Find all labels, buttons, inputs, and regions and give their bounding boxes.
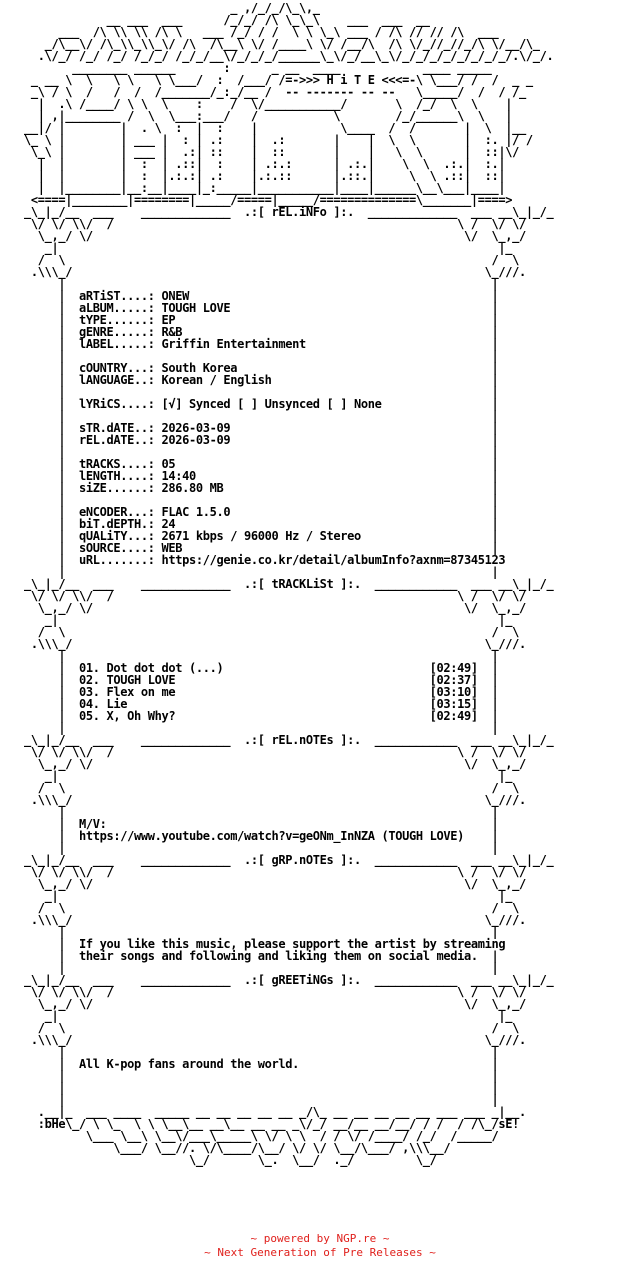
nfo-line: | |	[24, 409, 533, 423]
nfo-line: __|/ | | . \ : | : | \____ / / | \ |__	[24, 121, 526, 135]
nfo-line: | tYPE......: EP |	[24, 313, 533, 327]
nfo-line: \_,_/ \/ \/ \_,_/	[24, 877, 533, 891]
nfo-line: | rEL.dATE..: 2026-03-09 |	[24, 433, 533, 447]
nfo-line: | |	[24, 565, 533, 579]
nfo-line: | |	[24, 925, 533, 939]
nfo-line: | their songs and following and liking them on social media. |	[24, 949, 533, 963]
nfo-line: | sTR.dATE..: 2026-03-09 |	[24, 421, 533, 435]
nfo-line: | |	[24, 349, 533, 363]
nfo-line: | If you like this music, please support the artist by streaming	[24, 937, 540, 951]
nfo-line: _\_|_/__ ___ _____________ .:[ tRACKLiSt ]:. ____________ ___ __\_|_/_	[24, 577, 554, 591]
nfo-line: | |	[24, 493, 533, 507]
nfo-line: ___ /\ \\ \\ /\ \ ___ /_/ / / \ \ \_\ ___ / /\ // // /\ ___	[24, 25, 513, 39]
nfo-line: | |	[24, 841, 533, 855]
nfo-line: :bHe\_/ \ \_ \ \ \__\__ __\__ __ __ _\/_/ __/__ __/__/ / / / /\_/sE!	[24, 1117, 526, 1131]
nfo-ascii-text	[0, 2, 640, 1166]
nfo-line: | |	[24, 805, 533, 819]
nfo-line: \/ \/ \\/ / \ / \/ \/	[24, 865, 526, 879]
nfo-line: \/ \/ \\/ / \ / \/ \/	[24, 985, 526, 999]
nfo-line: _\_|_/__ ___ _____________ .:[ gRP.nOTEs ]:. ____________ ___ __\_|_/_	[24, 853, 554, 867]
nfo-line: | qUALiTY...: 2671 kbps / 96000 Hz / Stereo |	[24, 529, 533, 543]
nfo-line: | M/V: |	[24, 817, 533, 831]
nfo-line: \_/ \_. \__/ ._/ \_/	[24, 1153, 533, 1167]
nfo-line: \_,_/ \/ \/ \_,_/	[24, 601, 533, 615]
nfo-line: _/\__\/ /\_\\_\\_\/ /\ /\__\ \/ /____\ \/ /__/\ /\ \/_//_//_/\ \/__/\_	[24, 37, 554, 51]
nfo-line: ________ ______ : _ __ ____ ____ _____	[24, 61, 533, 75]
nfo-line: .\\\_/ \_///.	[24, 265, 533, 279]
nfo-line: .\\\_/ \_///.	[24, 793, 533, 807]
nfo-line: .\\\_/ \_///.	[24, 1033, 533, 1047]
nfo-line: | 05. X, Oh Why? [02:49] |	[24, 709, 533, 723]
nfo-line: | uRL.......: https://genie.co.kr/detail/albumInfo?axnm=87345123	[24, 553, 519, 567]
nfo-line: \_ \ | | ___ | : | .: | .: | | \ \ | :. |/ /	[24, 133, 533, 147]
nfo-line: | sOURCE....: WEB |	[24, 541, 533, 555]
nfo-line: .\/_/ /_/ /_/ /_/_/ /_/_/__\/_/_/_/______\_\/_/__\_\/_/_/_/_/_/_/_/_/.\/_/.	[24, 49, 568, 63]
nfo-line: | ,|________ / \ \___:___/ / \ /_/______\ \ |	[24, 109, 526, 123]
nfo-line: | tRACKS....: 05 |	[24, 457, 533, 471]
nfo-line: .__|_ ___ ____ _____ __ __ __ __ __ _/\_ __ __ __ __ __ ___ ___ _|__.	[24, 1105, 540, 1119]
nfo-line: | gENRE.....: R&B |	[24, 325, 533, 339]
nfo-line: \___ \__\ \__\/___\_____\ \/ \ \ / / \/ /____/ /_/ /_____/	[24, 1129, 526, 1143]
nfo-line: | biT.dEPTH.: 24 |	[24, 517, 533, 531]
nfo-line: | lENGTH....: 14:40 |	[24, 469, 533, 483]
nfo-line: _\_|_/__ ___ _____________ .:[ rEL.iNFo ]:. _____________ ___ __\_|_/_	[24, 205, 554, 219]
nfo-line: | |	[24, 277, 533, 291]
nfo-line: | cOUNTRY...: South Korea |	[24, 361, 533, 375]
nfo-line: | |	[24, 1093, 533, 1107]
nfo-line: | aLBUM.....: TOUGH LOVE |	[24, 301, 533, 315]
nfo-line: | |	[24, 1069, 533, 1083]
nfo-line: | |	[24, 445, 533, 459]
nfo-line: .\\\_/ \_///.	[24, 913, 533, 927]
nfo-line: / \ / \	[24, 253, 533, 267]
nfo-line: <====|________|========|_____/=====|_____/==============\_______|====>	[24, 193, 519, 207]
nfo-line: _| |_	[24, 1009, 533, 1023]
nfo-line: \_,_/ \/ \/ \_,_/	[24, 997, 533, 1011]
nfo-line: / \ / \	[24, 1021, 533, 1035]
nfo-line: _\_|_/__ ___ _____________ .:[ gREETiNGs ]:. ____________ ___ __\_|_/_	[24, 973, 554, 987]
nfo-line: | |	[24, 385, 533, 399]
nfo-line: \_,_/ \/ \/ \_,_/	[24, 229, 533, 243]
nfo-line: | eNCODER...: FLAC 1.5.0 |	[24, 505, 533, 519]
nfo-line: \___/ \__//. \/\____/\__/ \/ \/ \__/\___/ ,\\\__/	[24, 1141, 513, 1155]
nfo-line: | https://www.youtube.com/watch?v=geONm_InNZA (TOUGH LOVE) |	[24, 829, 533, 843]
nfo-line: | 02. TOUGH LOVE [02:37] |	[24, 673, 533, 687]
nfo-line: / \ / \	[24, 625, 533, 639]
nfo-line: .\\\_/ \_///.	[24, 637, 533, 651]
nfo-line: _\ / \ / / / /_______/_:_/__ / -- ------- -- -- \_____/ / / /_	[24, 85, 533, 99]
nfo-line: _| |_	[24, 769, 533, 783]
nfo-line: _| |_	[24, 889, 533, 903]
nfo-line: | aRTiST....: ONEW |	[24, 289, 533, 303]
nfo-line: | |	[24, 721, 533, 735]
nfo-line: | |	[24, 1081, 533, 1095]
nfo-line: \/ \/ \\/ / \ / \/ \/	[24, 745, 526, 759]
nfo-line: | 04. Lie [03:15] |	[24, 697, 533, 711]
nfo-line: _| |_	[24, 613, 533, 627]
nfo-line: / \ / \	[24, 781, 533, 795]
nfo-line: | lYRiCS....: [√] Synced [ ] Unsynced [ ] None |	[24, 397, 533, 411]
nfo-line: | |	[24, 1045, 533, 1059]
nfo-line: | All K-pop fans around the world. |	[24, 1057, 533, 1071]
nfo-line: __ ___ ___ /_/_/ /\ \_\_\ ___ ___ __	[24, 13, 464, 27]
nfo-line: | lANGUAGE..: Korean / English |	[24, 373, 533, 387]
nfo-line: _ __ \ \ \ \ \ \___/ : /___/ /=->>> H i T E <<<=-\ \___/ / / _ _	[24, 73, 540, 87]
nfo-line: | siZE......: 286.80 MB |	[24, 481, 533, 495]
nfo-line: \/ \/ \\/ / \ / \/ \/	[24, 217, 526, 231]
nfo-line: \/ \/ \\/ / \ / \/ \/	[24, 589, 526, 603]
nfo-line: _\_|_/__ ___ _____________ .:[ rEL.nOTEs ]:. ____________ ___ __\_|_/_	[24, 733, 554, 747]
nfo-line: | |________|__:__|____|_:_____|___________|____|______\__\___|____|	[24, 181, 526, 195]
footer-powered-by: ~ powered by NGP.re ~	[250, 1232, 390, 1245]
nfo-line: | |	[24, 961, 533, 975]
nfo-line: | 03. Flex on me [03:10] |	[24, 685, 533, 699]
nfo-line: | .\ /____/ \ \ \ : / \/___________/ \ /_/ \ \ |	[24, 97, 526, 111]
nfo-line: | |	[24, 649, 533, 663]
nfo-line: \_\ | | ___ | .:| :: | :: | | \ \ | ::|\/	[24, 145, 526, 159]
nfo-line: | lABEL.....: Griffin Entertainment |	[24, 337, 533, 351]
nfo-line: / \ / \	[24, 901, 533, 915]
nfo-line: | | | : | .::| : | .:.: | .:.| \ \ .:.| :.|	[24, 157, 526, 171]
nfo-line: | 01. Dot dot dot (...) [02:49] |	[24, 661, 533, 675]
footer-tagline: ~ Next Generation of Pre Releases ~	[204, 1246, 436, 1259]
nfo-line: \_,_/ \/ \/ \_,_/	[24, 757, 533, 771]
nfo-line: _ ,/_/_/\_\,_	[24, 1, 464, 15]
nfo-line: _| |_	[24, 241, 533, 255]
nfo-line: | | | : |.:.:| .: |.:.:: |.::.| \ \ .::| ::|	[24, 169, 526, 183]
